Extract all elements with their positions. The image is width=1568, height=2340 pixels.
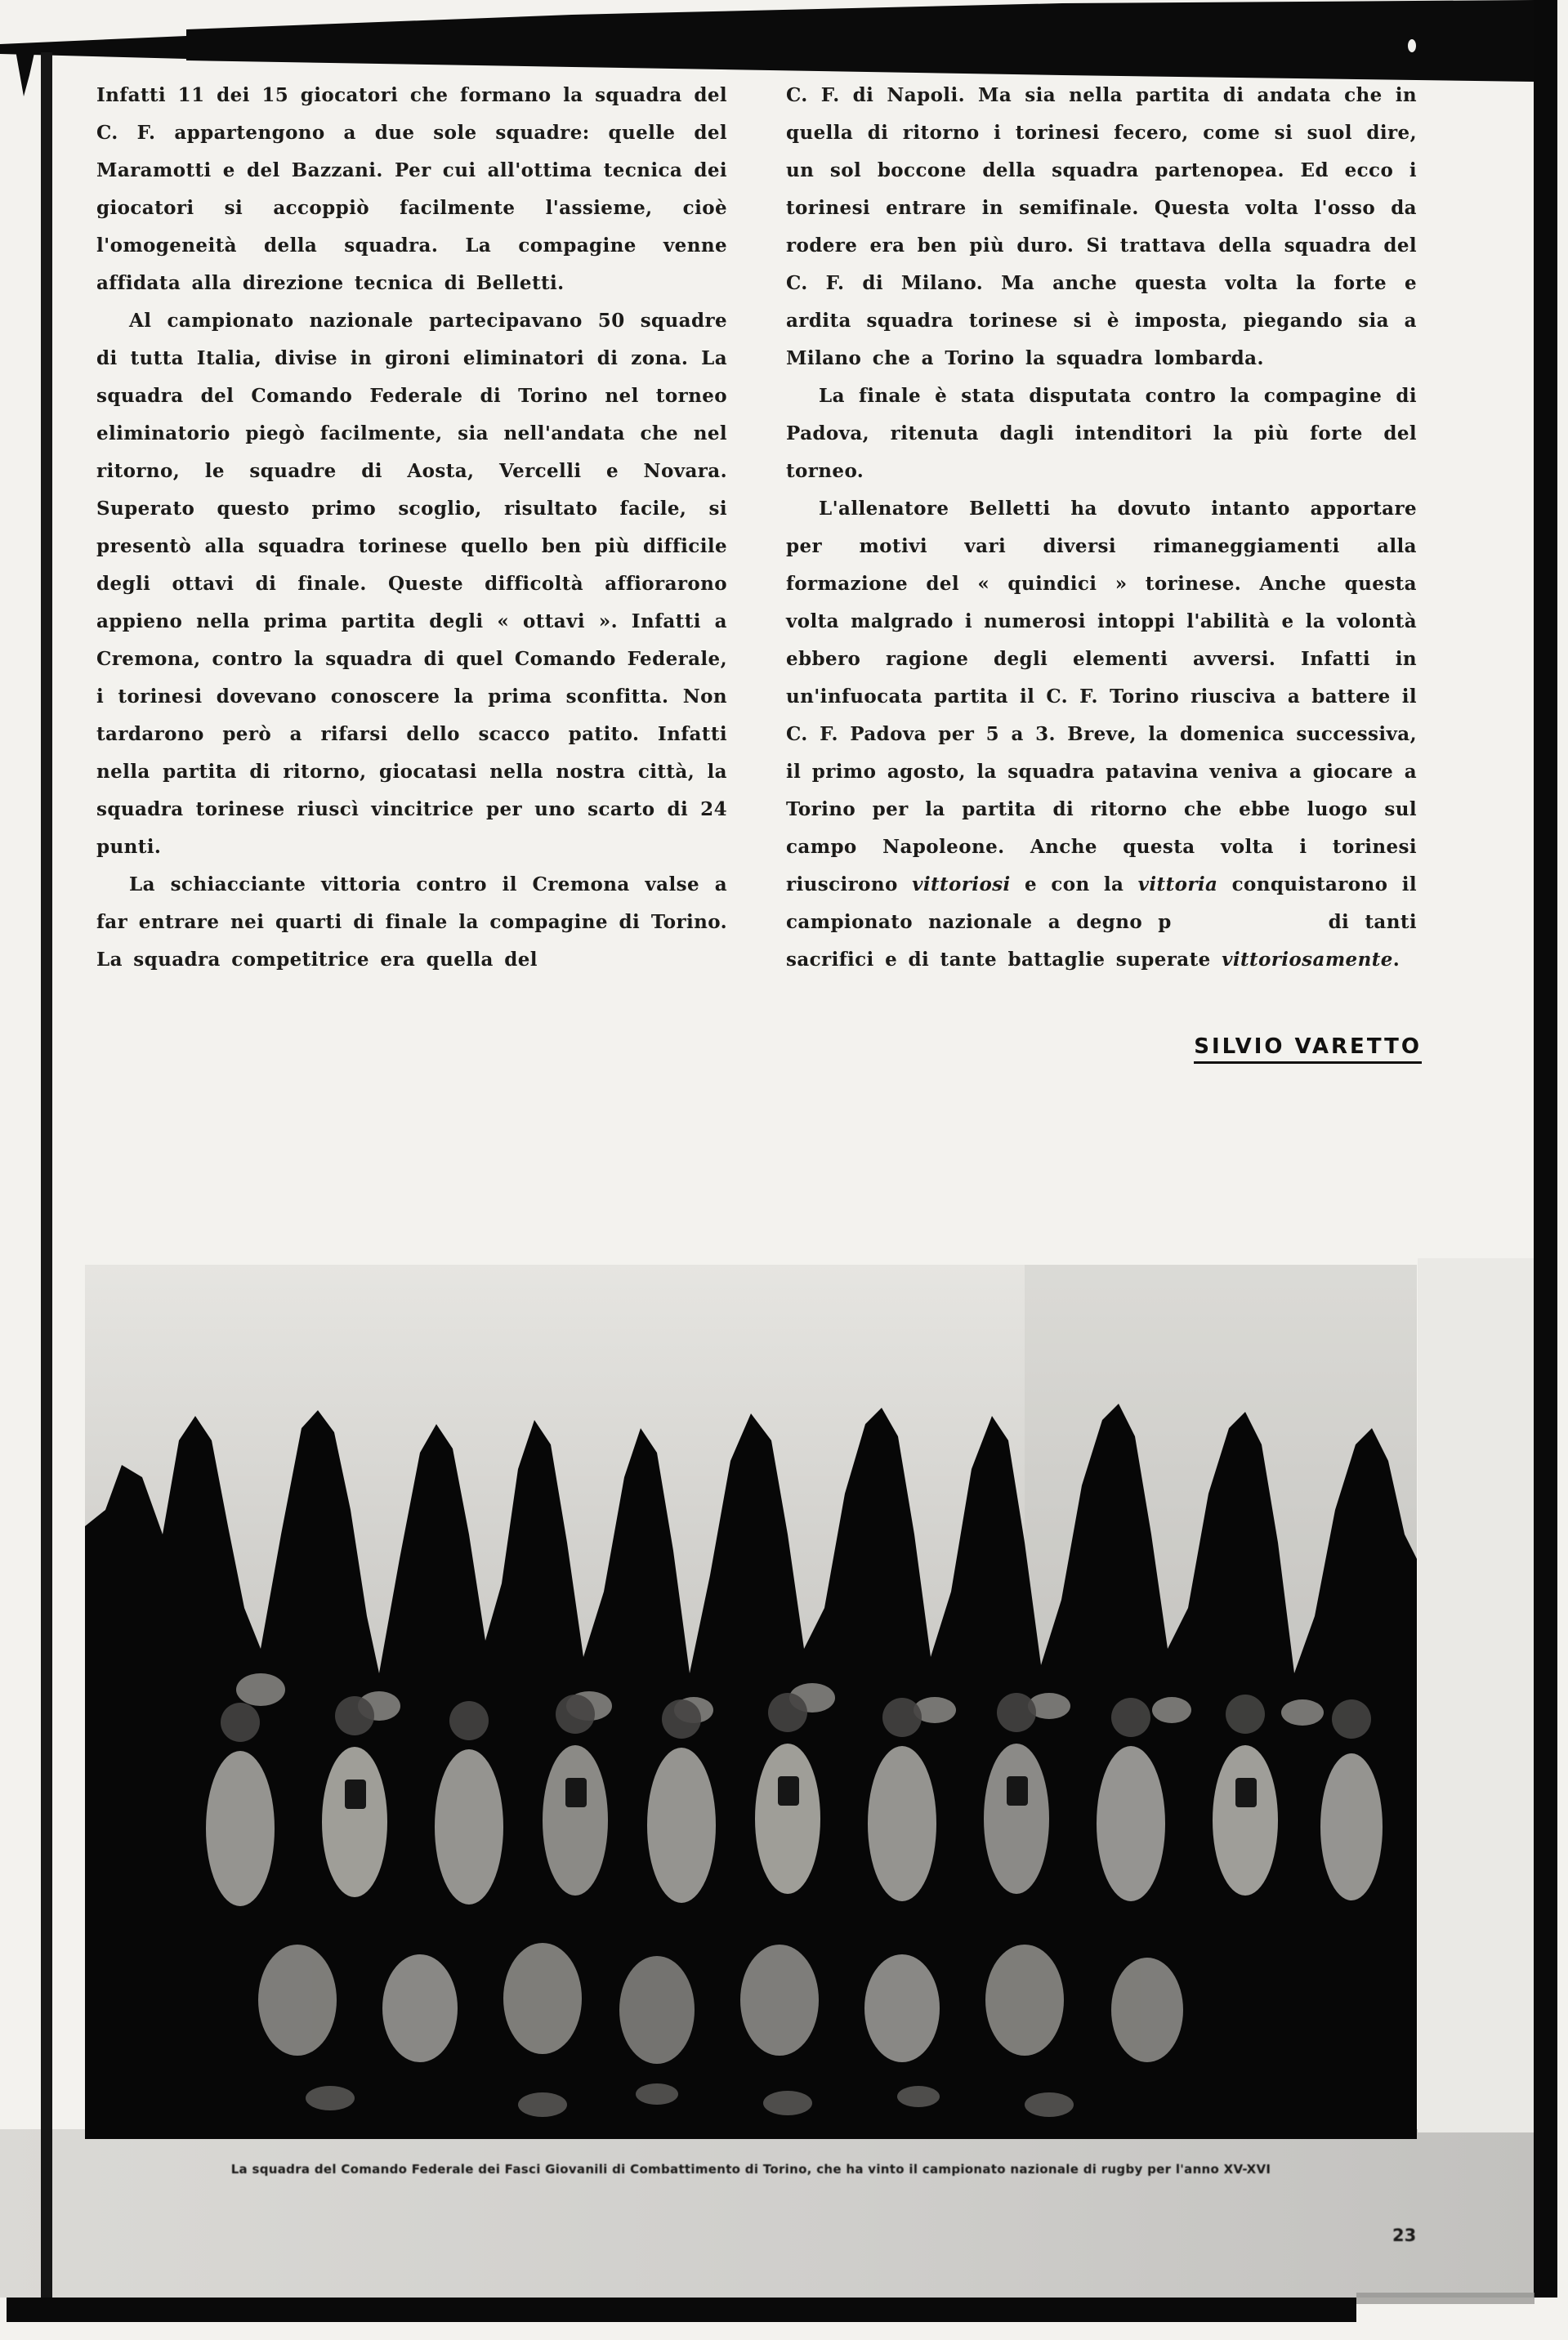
team-photo (85, 1265, 1417, 2139)
scan-right-margin-tone (1418, 1258, 1534, 2132)
article-paragraph: C. F. di Napoli. Ma sia nella partita di andata che in quella di ritorno i torinesi fecero, come si suol dire, un sol boccone della squadra partenopea. Ed ecco i torinesi entrare in semifinale. Questa volta l'osso da rodere era ben più duro. Si trattava della squadra del C. F. di Milano. Ma anche questa volta la forte e ardita squadra torinese si è imposta, piegando sia a Milano che a Torino la squadra lombarda. (786, 84, 1417, 369)
author-name: SILVIO VARETTO (1194, 1034, 1422, 1064)
article-paragraph: Infatti 11 dei 15 giocatori che formano la squadra del C. F. appartengono a due sole squadre: quelle del Maramotti e del Bazzani. Per cui all'ottima tecnica dei giocatori si accoppiò facilmente l'assieme, cioè l'omogeneità della squadra. La compagine venne affidata alla direzione tecnica di Belletti. (96, 84, 727, 294)
top-scan-bar (186, 0, 1534, 82)
author-byline (1189, 1034, 1422, 1064)
right-scan-bar (1534, 0, 1557, 2298)
scan-drip (15, 46, 36, 96)
photo-caption: La squadra del Comando Federale dei Fasci Giovanili di Combattimento di Torino, che ha vinto il campionato nazionale di rugby per l'anno XV-XVI (230, 2162, 1271, 2177)
article-paragraph: Al campionato nazionale partecipavano 50 squadre di tutta Italia, divise in gironi eliminatori di zona. La squadra del Comando Federale di Torino nel torneo eliminatorio piegò facilmente, sia nell'andata che nel ritorno, le squadre di Aosta, Vercelli e Novara. Superato questo primo scoglio, risultato facile, si presentò alla squadra torinese quello ben più difficile degli ottavi di finale. Queste difficoltà affiorarono appieno nella prima partita degli « ottavi ». Infatti a Cremona, contro la squadra di quel Comando Federale, i torinesi dovevano conoscere la prima sconfitta. Non tardarono però a rifarsi dello scacco patito. Infatti nella partita di ritorno, giocatasi nella nostra città, la squadra torinese riuscì vincitrice per uno scarto di 24 punti. (96, 310, 727, 858)
page-number: 23 (1392, 2226, 1417, 2245)
left-scan-line (41, 52, 52, 2301)
article-column-left (96, 77, 727, 979)
article-paragraph: La finale è stata disputata contro la compagine di Padova, ritenuta dagli intenditori la più forte del torneo. (786, 385, 1417, 482)
article-paragraph: La schiacciante vittoria contro il Cremona valse a far entrare nei quarti di finale la compagine di Torino. La squadra competitrice era quella del (96, 873, 727, 971)
article-paragraph: L'allenatore Belletti ha dovuto intanto apportare per motivi vari diversi rimaneggiamenti alla formazione del « quindici » torinese. Anche questa volta malgrado i numerosi intoppi l'abilità e la volontà ebbero ragione degli elementi avversi. Infatti in un'infuocata partita il C. F. Torino riusciva a battere il C. F. Padova per 5 a 3. Breve, la domenica successiva, il primo agosto, la squadra patavina veniva a giocare a Torino per la partita di ritorno che ebbe luogo sul campo Napoleone. Anche questa volta i torinesi riuscirono vittoriosi e con la vittoria conquistarono il campionato nazionale a degno p di tanti sacrifici e di tante battaglie superate vittoriosamente. (786, 498, 1417, 971)
top-scan-line-left (0, 36, 186, 59)
team-photo-image (85, 1265, 1417, 2139)
bottom-scan-bar (7, 2298, 1356, 2322)
article-column-right (786, 77, 1417, 979)
scan-gray-strip (0, 2129, 1534, 2298)
scan-dot (1408, 39, 1416, 52)
